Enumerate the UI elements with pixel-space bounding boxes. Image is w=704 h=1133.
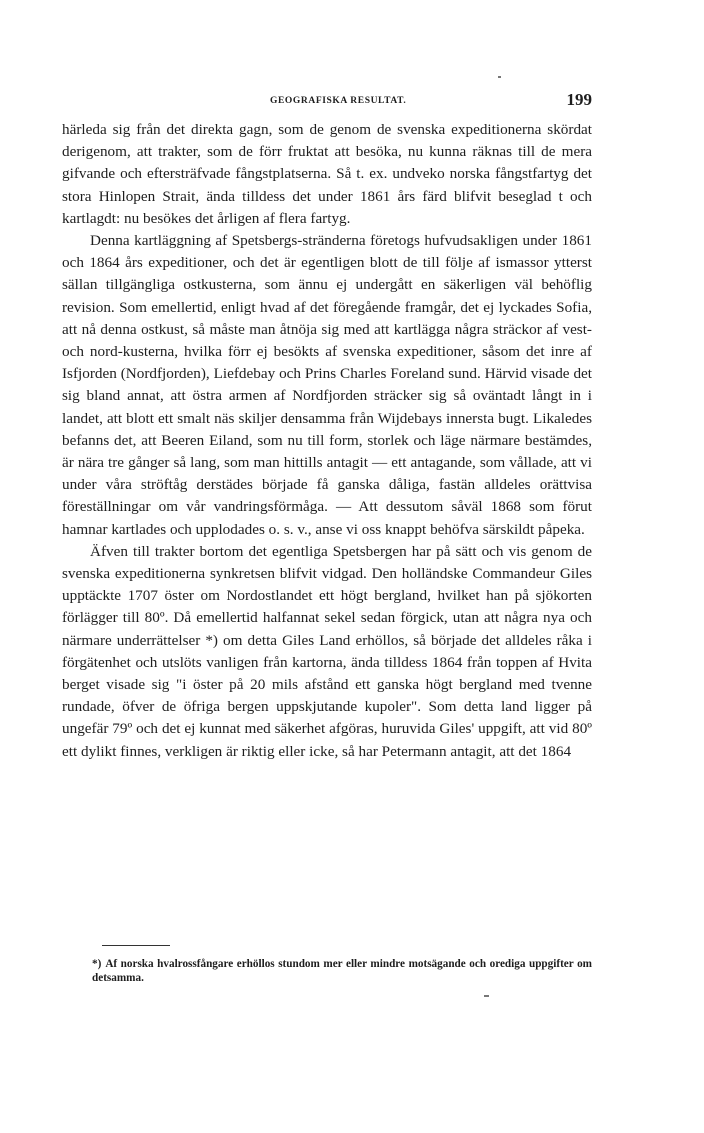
paragraph-2: Denna kartläggning af Spetsbergs-stränderna företogs hufvudsakligen under 1861 och 1864 års expeditioner, och det är egentligen blott de till följe af ismassor ytterst sällan tillgängliga ostkusterna, som ännu ej undergått en säkerligen väl behöflig revision. Som emellertid, enligt hvad af det föregående framgår, det ej lyckades Sofia, att nå denna ostkust, så måste man åtnöja sig med att kartlägga några sträckor af vest- och nord-kusterna, hvilka förr ej besökts af svenska expeditioner, såsom det inre af Isfjorden (Nordfjorden), Liefdebay och Prins Charles Foreland sund. Härvid visade det sig bland annat, att östra armen af Nordfjorden sträcker sig så oväntadt långt in i landet, att blott ett smalt näs skiljer densamma från Wijdebays innersta bugt. Likaledes befanns det, att Beeren Eiland, som nu till form, storlek och läge närmare bestämdes, är nära tre gånger så lang, som man hittills antagit — ett antagande, som vållade, att vi under våra ströftåg derstädes började få ganska dåliga, fastän alldeles orättvisa föreställningar om vår vandringsförmåga. — Att dessutom såväl 1868 som förut hamnar kartlades och upplodades o. s. v., anse vi oss knappt behöfva särskildt påpeka. [62,232,592,538]
footnote-text: Af norska hvalrossfångare erhöllos stundom mer eller mindre motsägande och orediga uppgifter om detsamma. [92,958,592,984]
page-header [62,90,592,112]
body-text [62,119,592,763]
footnote-divider [102,945,170,946]
paragraph-1: härleda sig från det direkta gagn, som de genom de svenska expeditionerna skördat derigenom, att trakter, som de förr fruktat att besöka, nu kunna räknas till de mera gifvande och eftersträfvade fångstplatserna. Så t. ex. undveko norska fångstfartyg det stora Hinlopen Strait, ända tilldess det under 1861 års färd blifvit beseglad t och kartlagdt: nu besökes det årligen af flera fartyg. [62,121,592,227]
paragraph-3: Äfven till trakter bortom det egentliga Spetsbergen har på sätt och vis genom de svenska expeditionerna synkretsen blifvit vidgad. Den holländske Commandeur Giles upptäckte 1707 öster om Nordostlandet ett högt bergland, hvilket han på sjökorten förlägger till 80º. Då emellertid halfannat sekel sedan förgick, utan att några nya och närmare underrättelser *) om detta Giles Land erhöllos, så började det alldeles råka i förgätenhet och utslöts vanligen från kartorna, ända tilldess 1864 från toppen af Hvita berget visade sig "i öster på 20 mils afstånd ett ganska högt bergland med tvenne rundade, öfver de öfriga bergen uppskjutande kupoler". Som detta land ligger på ungefär 79º och det ej kunnat med säkerhet afgöras, huruvida Giles' uppgift, att vid 80º ett dylikt finnes, verkligen är riktig eller icke, så har Petermann antagit, att det 1864 [62,542,592,760]
page-number: 199 [566,90,592,109]
footnote [92,957,592,985]
footnote-marker: *) [92,958,102,970]
scan-speck [484,995,489,997]
scan-speck [498,76,501,78]
running-head: GEOGRAFISKA RESULTAT. [270,96,407,106]
